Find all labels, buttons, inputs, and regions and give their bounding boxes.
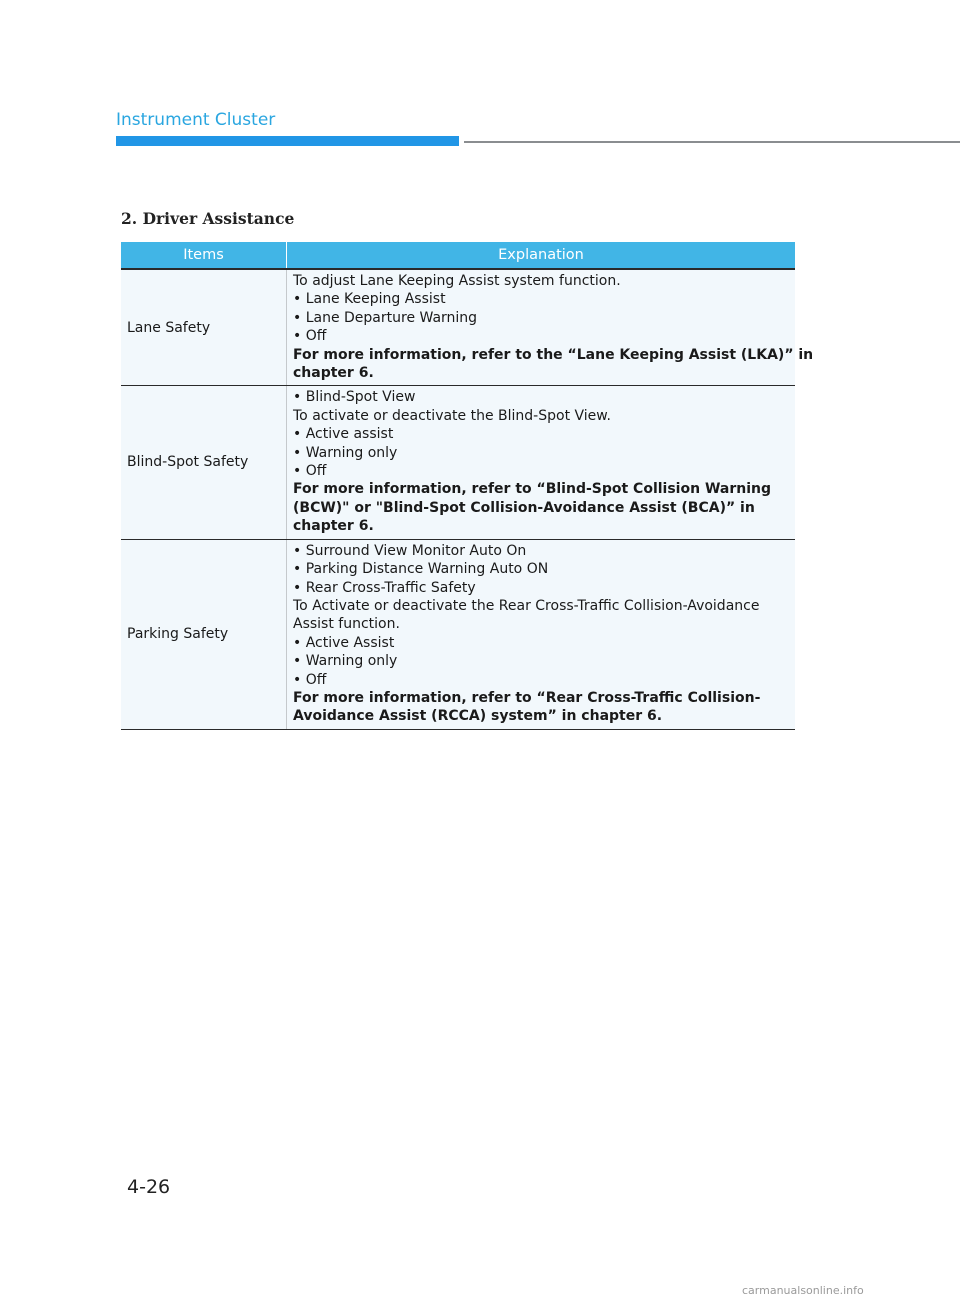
section-title: Instrument Cluster	[116, 110, 276, 130]
table-row	[121, 386, 795, 539]
table-header-row	[121, 242, 795, 269]
table-row	[121, 539, 795, 729]
explanation-line: To adjust Lane Keeping Assist system function.	[293, 273, 621, 289]
column-header-explanation: Explanation	[287, 242, 796, 269]
subheading: 2. Driver Assistance	[121, 209, 295, 228]
item-cell: Blind-Spot Safety	[121, 386, 287, 539]
explanation-line: • Lane Departure Warning	[293, 309, 478, 326]
header-accent-bar	[116, 136, 459, 146]
item-cell: Parking Safety	[121, 539, 287, 729]
explanation-line: • Lane Keeping Assist	[293, 291, 446, 308]
explanation-line: • Rear Cross-Traffic Safety	[293, 579, 476, 596]
explanation-line: To activate or deactivate the Blind-Spot View.	[293, 407, 611, 424]
explanation-line: • Active assist	[293, 426, 394, 443]
explanation-line: To Activate or deactivate the Rear Cross-Traffic Collision-Avoidance	[293, 597, 760, 614]
reference-line: Avoidance Assist (RCCA) system” in chapter 6.	[293, 708, 663, 725]
driver-assistance-table	[121, 242, 814, 730]
item-cell: Lane Safety	[121, 269, 287, 386]
explanation-line: • Blind-Spot View	[293, 389, 416, 406]
column-header-items: Items	[121, 242, 287, 269]
header-rule	[464, 141, 960, 143]
watermark: carmanualsonline.info	[742, 1284, 864, 1297]
explanation-line: • Off	[293, 328, 327, 345]
reference-line: For more information, refer to “Blind-Spot Collision Warning	[293, 481, 771, 498]
table-row	[121, 269, 795, 386]
explanation-line: • Off	[293, 463, 327, 480]
explanation-line: • Warning only	[293, 444, 398, 461]
explanation-line: Assist function.	[293, 616, 400, 633]
explanation-cell	[287, 269, 814, 386]
page-number: 4-26	[127, 1176, 171, 1198]
reference-line: (BCW)" or "Blind-Spot Collision-Avoidance Assist (BCA)” in	[293, 499, 755, 516]
reference-line: For more information, refer to the “Lane Keeping Assist (LKA)” in	[293, 346, 814, 363]
explanation-cell	[287, 539, 796, 729]
reference-line: chapter 6.	[293, 518, 374, 535]
reference-line: chapter 6.	[293, 365, 374, 382]
explanation-cell	[287, 386, 796, 539]
explanation-line: • Surround View Monitor Auto On	[293, 542, 527, 559]
explanation-line: • Off	[293, 671, 327, 688]
explanation-line: • Active Assist	[293, 634, 395, 651]
explanation-line: • Warning only	[293, 653, 398, 670]
explanation-line: • Parking Distance Warning Auto ON	[293, 561, 549, 578]
reference-line: For more information, refer to “Rear Cross-Traffic Collision-	[293, 689, 761, 706]
